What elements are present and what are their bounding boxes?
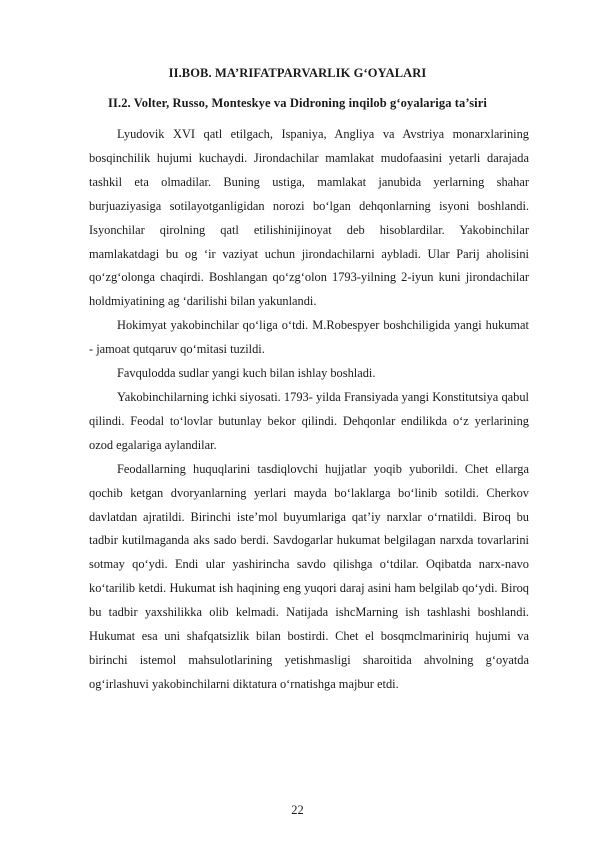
paragraph-1: Lyudovik XVI qatl etilgach, Ispaniya, Angliya va Avstriya monarxlarining bosqinchilik hujumi kuchaydi. Jirondachilar mamlakat mudofaasini yetarli darajada tashkil eta olmadilar. Buning ustiga, mamlakat janubida yerlarning shahar burjuaziyasiga sotilayotganligidan norozi bo‘lgan dehqonlarning isyoni boshlandi. Isyonchilar qirolning qatl etilishinijinoyat deb hisoblardilar. Yakobinchilar mamlakatdagi bu og ‘ir vaziyat uchun jirondachilarni aybladi. Ular Parij aholisini qo‘zg‘olonga chaqirdi. Boshlangan qo‘zg‘olon 1793-yilning 2-iyun kuni jirondachilar holdmiyatining ag ‘darilishi bilan yakunlandi. — [89, 127, 529, 309]
paragraph-4: Yakobinchilarning ichki siyosati. 1793- yilda Fransiyada yangi Konstitutsiya qabul qilindi. Feodal to‘lovlar butunlay bekor qilindi. Dehqonlar endilikda o‘z yerlarining ozod egalariga aylandilar. — [89, 389, 529, 452]
paragraph-5: Feodallarning huquqlarini tasdiqlovchi hujjatlar yoqib yuborildi. Chet ellarga qochib ketgan dvoryanlarning yerlari mayda bo‘laklarga bo‘linib sotildi. Cherkov davlatdan ajratildi. Birinchi iste’mol buyumlariga qat’iy narxlar o‘rnatildi. Biroq bu tadbir kutilmaganda aks sado berdi. Savdogarlar hukumat belgilagan narxda tovarlarini sotmay qo‘ydi. Endi ular yashirincha savdo qilishga o‘tdilar. Oqibatda narx-navo ko‘tarilib ketdi. Hukumat ish haqining eng yuqori daraj asini ham belgilab qo‘ydi. Biroq bu tadbir yaxshilikka olib kelmadi. Natijada ishcMarning ish tashlashi boshlandi. Hukumat esa uni shafqatsizlik bilan bostirdi. Chet el bosqmclmariniriq hujumi va birinchi istemol mahsulotlarining yetishmasligi sharoitida ahvolning g‘oyatda og‘irlashuvi yakobinchilarni diktatura o‘rnatishga majbur etdi. — [89, 461, 529, 691]
paragraph-2: Hokimyat yakobinchilar qo‘liga o‘tdi. M.Robespyer boshchiligida yangi hukumat - jamoat qutqaruv qo‘mitasi tuzildi. — [89, 318, 529, 357]
section-title: II.2. Volter, Russo, Monteskye va Didroning inqilob g‘oyalariga ta’siri — [108, 96, 487, 110]
paragraph-3: Favqulodda sudlar yangi kuch bilan ishlay boshladi. — [117, 366, 376, 381]
page-number: 22 — [291, 803, 304, 817]
chapter-title: II.BOB. MA’RIFATPARVARLIK G‘OYALARI — [168, 66, 427, 80]
body-text — [89, 123, 529, 697]
